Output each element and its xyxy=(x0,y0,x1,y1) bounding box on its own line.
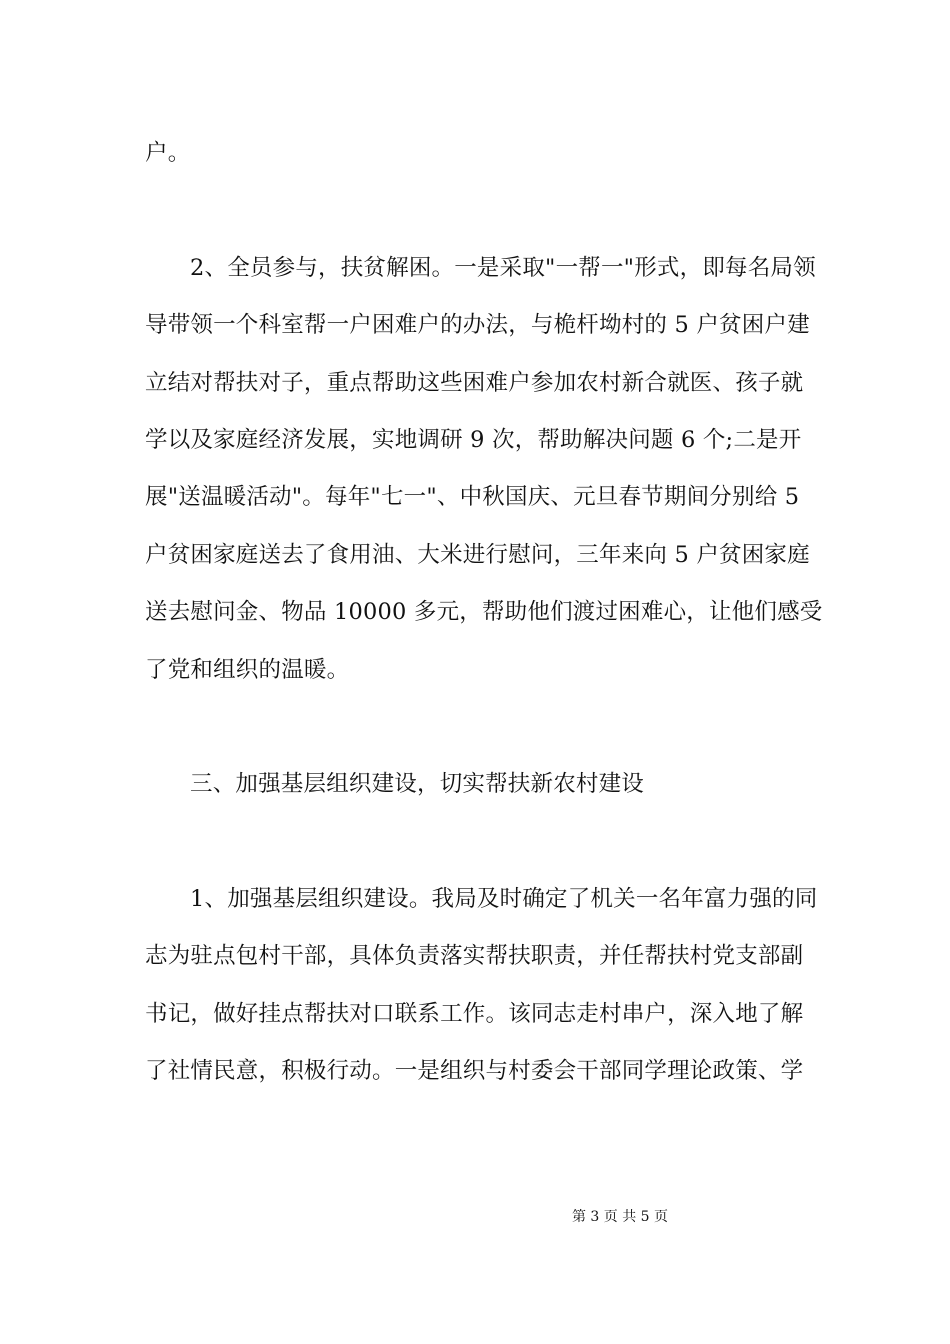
text-line: 户。 xyxy=(145,140,191,166)
text-line: 导带领一个科室帮一户困难户的办法，与桅杆坳村的 5 户贫困户建 xyxy=(145,312,810,339)
document-body xyxy=(145,131,823,1107)
text-line: 三、加强基层组织建设，切实帮扶新农村建设 xyxy=(190,771,645,798)
text-line: 户贫困家庭送去了食用油、大米进行慰问，三年来向 5 户贫困家庭 xyxy=(145,541,810,568)
text-line: 志为驻点包村干部，具体负责落实帮扶职责，并任帮扶村党支部副 xyxy=(145,943,804,970)
blank-line xyxy=(145,188,815,245)
text-line: 了党和组织的温暖。 xyxy=(145,656,350,683)
text-line: 1、加强基层组织建设。我局及时确定了机关一名年富力强的同 xyxy=(190,886,818,913)
text-line: 2、全员参与，扶贫解困。一是采取"一帮一"形式，即每名局领 xyxy=(190,254,816,281)
text-line: 送去慰问金、物品 10000 多元，帮助他们渡过困难心，让他们感受 xyxy=(145,599,823,626)
blank-line xyxy=(145,820,815,877)
text-line: 了社情民意，积极行动。一是组织与村委会干部同学理论政策、学 xyxy=(145,1058,804,1085)
text-line: 立结对帮扶对子，重点帮助这些困难户参加农村新合就医、孩子就 xyxy=(145,369,804,396)
blank-line xyxy=(145,705,815,762)
page-footer: 第 3 页 共 5 页 xyxy=(571,1209,669,1225)
text-line: 书记，做好挂点帮扶对口联系工作。该同志走村串户，深入地了解 xyxy=(145,1000,804,1027)
text-line: 学以及家庭经济发展，实地调研 9 次，帮助解决问题 6 个;二是开 xyxy=(145,426,802,453)
text-line: 展"送温暖活动"。每年"七一"、中秋国庆、元旦春节期间分别给 5 xyxy=(145,484,800,511)
